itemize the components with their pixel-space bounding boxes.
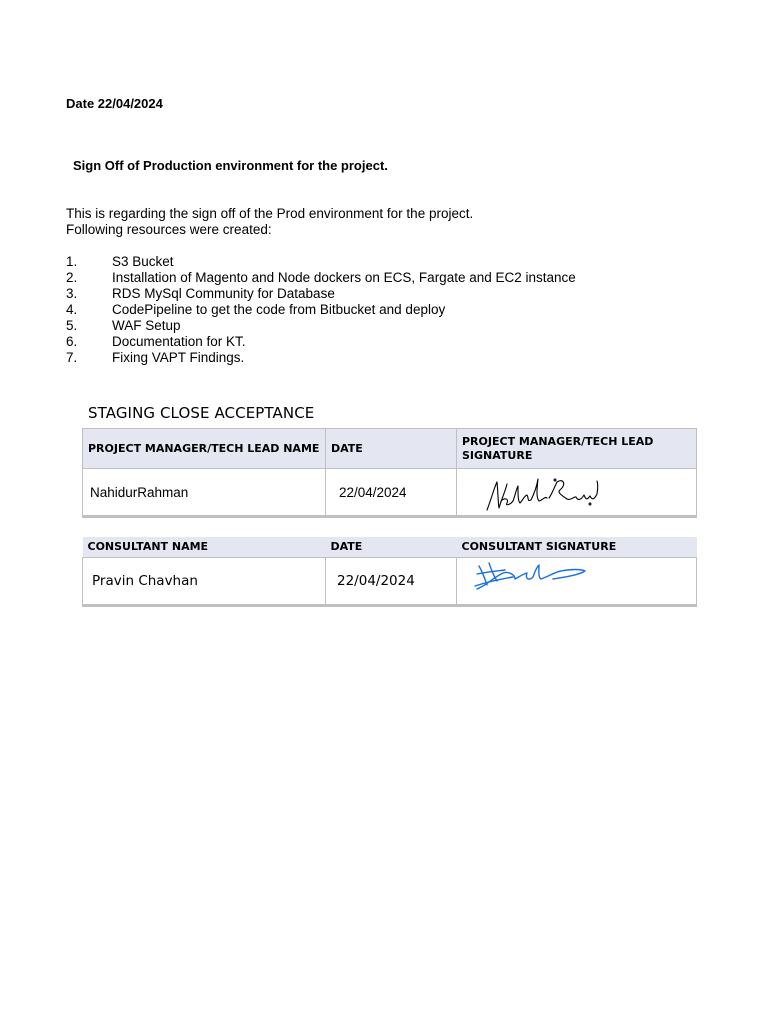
list-item <box>66 334 576 350</box>
list-text: S3 Bucket <box>112 254 174 269</box>
list-item <box>66 270 576 286</box>
table-header-row <box>83 537 697 558</box>
list-number: 2. <box>66 270 78 285</box>
list-item <box>66 286 576 302</box>
manager-signoff-table <box>82 428 697 518</box>
intro-line: This is regarding the sign off of the Prod environment for the project. <box>66 206 474 221</box>
header-manager-signature: PROJECT MANAGER/TECH LEAD SIGNATURE <box>457 429 697 469</box>
acceptance-title: STAGING CLOSE ACCEPTANCE <box>88 404 315 422</box>
header-consultant-signature: CONSULTANT SIGNATURE <box>457 537 697 558</box>
manager-signature <box>457 470 695 514</box>
manager-signature-cell <box>457 469 697 517</box>
list-number: 7. <box>66 350 78 365</box>
consultant-signature-cell <box>457 558 697 606</box>
table-row <box>83 469 697 517</box>
document-date: Date 22/04/2024 <box>66 96 163 111</box>
list-text: CodePipeline to get the code from Bitbucket and deploy <box>112 302 446 317</box>
consultant-sign-date: 22/04/2024 <box>326 558 457 606</box>
resource-list <box>66 254 576 366</box>
list-number: 6. <box>66 334 78 349</box>
list-item <box>66 350 576 366</box>
manager-sign-date: 22/04/2024 <box>326 469 457 517</box>
manager-name: NahidurRahman <box>83 469 326 517</box>
consultant-signoff-table <box>82 537 697 607</box>
intro-paragraph <box>66 206 473 238</box>
list-item <box>66 302 576 318</box>
consultant-name: Pravin Chavhan <box>83 558 326 606</box>
header-consultant-name: CONSULTANT NAME <box>83 537 326 558</box>
table-header-row <box>83 429 697 469</box>
list-item <box>66 254 576 270</box>
list-text: WAF Setup <box>112 318 181 333</box>
table-row <box>83 558 697 606</box>
list-text: Documentation for KT. <box>112 334 246 349</box>
consultant-signature <box>457 559 695 603</box>
header-date: DATE <box>326 537 457 558</box>
list-item <box>66 318 576 334</box>
list-text: RDS MySql Community for Database <box>112 286 335 301</box>
list-text: Fixing VAPT Findings. <box>112 350 245 365</box>
intro-line: Following resources were created: <box>66 222 272 237</box>
header-manager-name: PROJECT MANAGER/TECH LEAD NAME <box>83 429 326 469</box>
list-text: Installation of Magento and Node dockers on ECS, Fargate and EC2 instance <box>112 270 576 285</box>
header-date: DATE <box>326 429 457 469</box>
list-number: 4. <box>66 302 78 317</box>
list-number: 3. <box>66 286 78 301</box>
list-number: 5. <box>66 318 78 333</box>
list-number: 1. <box>66 254 78 269</box>
document-subject: Sign Off of Production environment for the project. <box>73 158 388 173</box>
